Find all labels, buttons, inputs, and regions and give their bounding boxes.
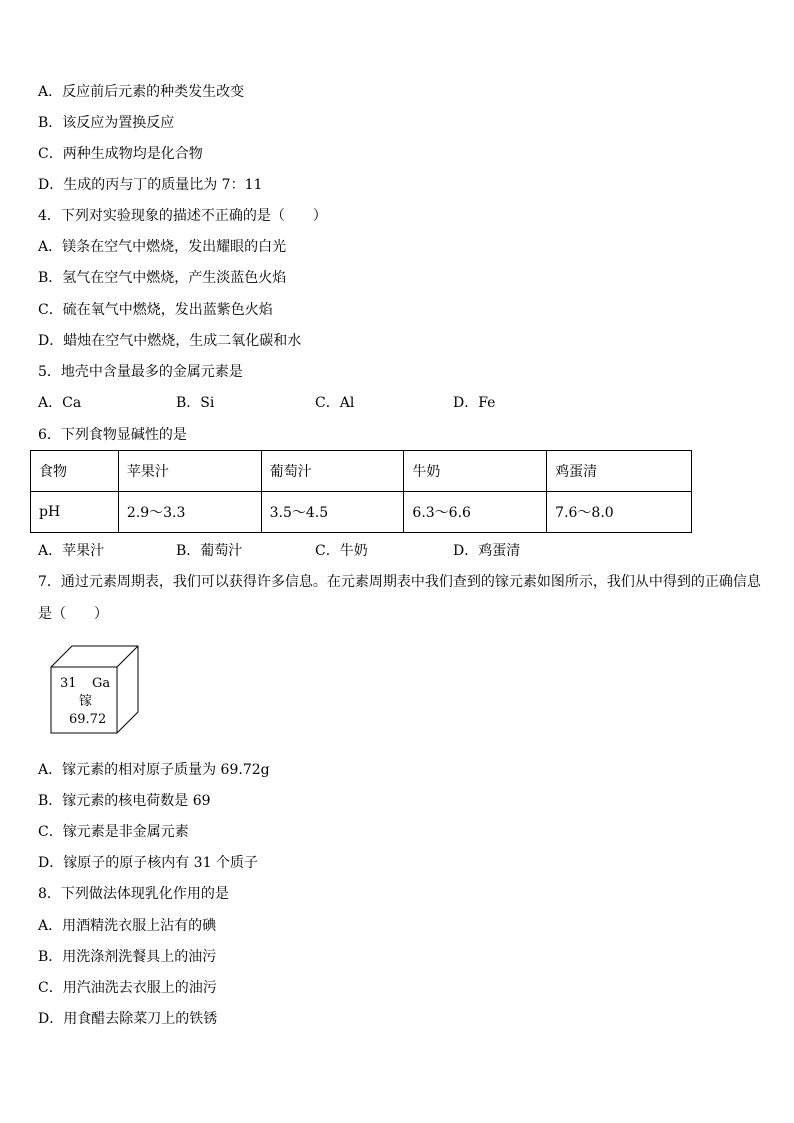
q7-option-c: C．镓元素是非金属元素 xyxy=(38,824,189,840)
q3-option-c: C．两种生成物均是化合物 xyxy=(38,146,203,162)
table-cell: 6.3～6.6 xyxy=(404,492,547,533)
q6-option-d: D．鸡蛋清 xyxy=(453,543,521,559)
table-header-cell: 葡萄汁 xyxy=(261,451,404,492)
element-number: 31 xyxy=(60,676,77,691)
q6-option-b: B．葡萄汁 xyxy=(176,543,243,559)
q5-option-a: A．Ca xyxy=(38,395,82,411)
q4-option-d: D．蜡烛在空气中燃烧，生成二氧化碳和水 xyxy=(38,333,302,349)
q8-option-a: A．用酒精洗衣服上沾有的碘 xyxy=(38,918,217,934)
table-header-cell: 鸡蛋清 xyxy=(547,451,692,492)
q8-option-c: C．用汽油洗去衣服上的油污 xyxy=(38,980,217,996)
table-cell: pH xyxy=(31,492,119,533)
q3-option-d: D．生成的丙与丁的质量比为 7：11 xyxy=(38,177,263,193)
q8-stem: 8．下列做法体现乳化作用的是 xyxy=(38,886,229,902)
table-row xyxy=(31,492,692,533)
q6-option-a: A．苹果汁 xyxy=(38,543,105,559)
q4-option-b: B．氢气在空气中燃烧，产生淡蓝色火焰 xyxy=(38,270,287,286)
q8-option-b: B．用洗涤剂洗餐具上的油污 xyxy=(38,949,217,965)
table-header-cell: 牛奶 xyxy=(404,451,547,492)
table-cell: 3.5～4.5 xyxy=(261,492,404,533)
ph-table xyxy=(30,450,692,533)
q3-option-b: B．该反应为置换反应 xyxy=(38,115,175,131)
q6-stem: 6．下列食物显碱性的是 xyxy=(38,427,187,443)
q7-stem-line2: 是（ ） xyxy=(38,606,108,622)
q3-option-a: A．反应前后元素的种类发生改变 xyxy=(38,84,245,100)
q7-option-d: D．镓原子的原子核内有 31 个质子 xyxy=(38,855,258,871)
element-name: 镓 xyxy=(79,694,93,709)
q4-option-c: C．硫在氧气中燃烧，发出蓝紫色火焰 xyxy=(38,302,273,318)
q8-option-d: D．用食醋去除菜刀上的铁锈 xyxy=(38,1011,218,1027)
table-row xyxy=(31,451,692,492)
element-mass: 69.72 xyxy=(69,712,107,727)
q6-option-c: C．牛奶 xyxy=(315,543,368,559)
table-cell: 2.9～3.3 xyxy=(118,492,261,533)
table-header-cell: 食物 xyxy=(31,451,119,492)
q4-option-a: A．镁条在空气中燃烧，发出耀眼的白光 xyxy=(38,239,287,255)
q5-option-b: B．Si xyxy=(176,395,215,411)
q5-stem: 5．地壳中含量最多的金属元素是 xyxy=(38,364,243,380)
table-cell: 7.6～8.0 xyxy=(547,492,692,533)
q7-option-a: A．镓元素的相对原子质量为 69.72g xyxy=(38,762,270,778)
gallium-element-cube xyxy=(50,645,140,735)
q4-stem: 4．下列对实验现象的描述不正确的是（ ） xyxy=(38,208,327,224)
q5-option-d: D．Fe xyxy=(453,395,496,411)
table-header-cell: 苹果汁 xyxy=(118,451,261,492)
q5-option-c: C．Al xyxy=(315,395,355,411)
q7-stem-line1: 7．通过元素周期表，我们可以获得许多信息。在元素周期表中我们查到的镓元素如图所示，我们从中得到的正确信息 xyxy=(38,574,761,590)
element-symbol: Ga xyxy=(92,676,111,691)
q7-option-b: B．镓元素的核电荷数是 69 xyxy=(38,793,211,809)
